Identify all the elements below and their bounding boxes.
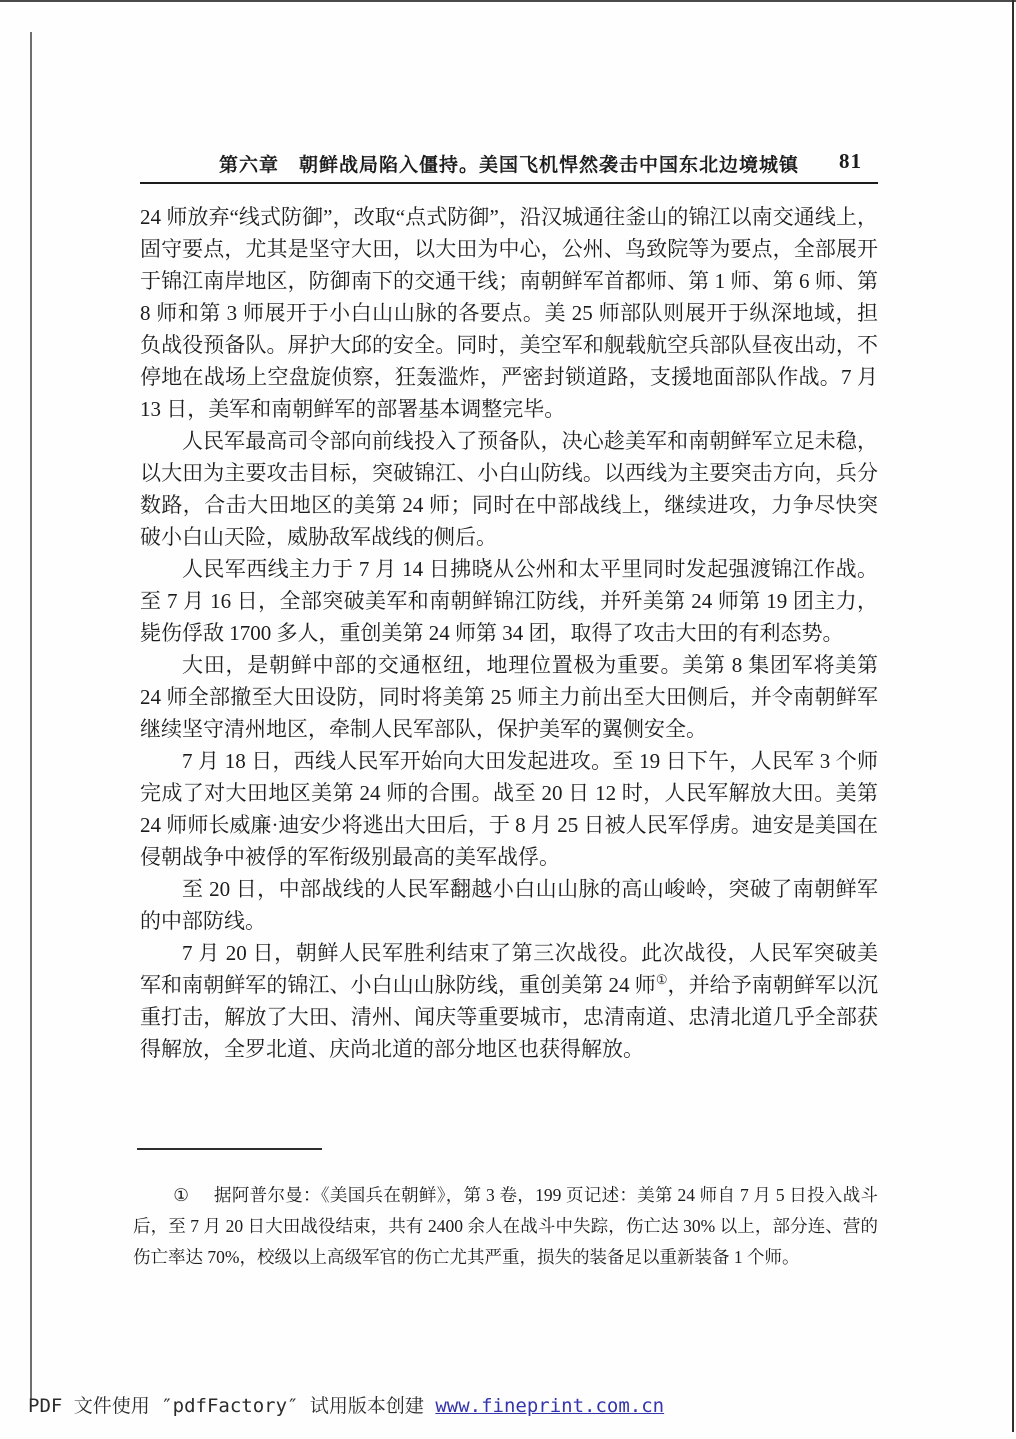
scan-border-top — [0, 0, 1016, 2]
paragraph — [140, 745, 878, 873]
paragraph — [140, 873, 878, 937]
paragraph — [140, 649, 878, 745]
footnote-separator-rule — [137, 1148, 322, 1150]
paragraph — [140, 201, 878, 425]
running-header — [140, 148, 878, 184]
footnote-content: 据阿普尔曼：《美国兵在朝鲜》，第 3 卷，199 页记述：美第 24 师自 7 月 5 日投入战斗后，至 7 月 20 日大田战役结束，共有 2400 余人在战斗中失踪，伤亡达 30% 以上，部分连、营的伤亡率达 70%，校级以上高级军官的伤亡尤其严重，损失的装备足以重新装备 1 个师。 — [133, 1185, 878, 1267]
footnote-ref: ① — [655, 972, 668, 987]
chapter-title: 第六章 朝鲜战局陷入僵持。美国飞机悍然袭击中国东北边境城镇 — [218, 155, 799, 176]
body-text — [140, 201, 878, 1065]
page-number: 81 — [839, 149, 862, 173]
paragraph-text: 7 月 18 日，西线人民军开始向大田发起进攻。至 19 日下午，人民军 3 个师完成了对大田地区美第 24 师的合围。战至 20 日 12 时，人民军解放大田。美第 24 师师长威廉·迪安少将逃出大田后，于 8 月 25 日被人民军俘虏。迪安是美国在侵朝战争中被俘的军衔级别最高的美军战俘。 — [140, 749, 878, 869]
paragraph — [140, 553, 878, 649]
pdf-factory-footer — [28, 1391, 664, 1418]
paragraph-text: 24 师放弃“线式防御”，改取“点式防御”，沿汉城通往釜山的锦江以南交通线上，固守要点，尤其是坚守大田，以大田为中心，公州、鸟致院等为要点，全部展开于锦江南岸地区，防御南下的交通干线；南朝鲜军首都师、第 1 师、第 6 师、第 8 师和第 3 师展开于小白山山脉的各要点。美 25 师部队则展开于纵深地域，担负战役预备队。屏护大邱的安全。同时，美空军和舰载航空兵部队昼夜出动，不停地在战场上空盘旋侦察，狂轰滥炸，严密封锁道路，支援地面部队作战。7 月 13 日，美军和南朝鲜军的部署基本调整完毕。 — [140, 205, 878, 421]
paragraph-text: 人民军最高司令部向前线投入了预备队，决心趁美军和南朝鲜军立足未稳，以大田为主要攻击目标，突破锦江、小白山防线。以西线为主要突击方向，兵分数路，合击大田地区的美第 24 师；同时在中部战线上，继续进攻，力争尽快突破小白山天险，威胁敌军战线的侧后。 — [140, 429, 878, 549]
footer-text: PDF 文件使用 ″pdfFactory″ 试用版本创建 — [28, 1395, 436, 1417]
footnote-marker: ① — [173, 1185, 190, 1205]
scan-border-right — [1012, 0, 1014, 1432]
footnote-text — [133, 1180, 878, 1273]
fineprint-link[interactable]: www.fineprint.com.cn — [435, 1395, 665, 1417]
paragraph — [140, 937, 878, 1065]
paragraph-text: 至 20 日，中部战线的人民军翻越小白山山脉的高山峻岭，突破了南朝鲜军的中部防线。 — [140, 877, 878, 933]
page-content — [140, 148, 878, 1065]
scan-border-left — [30, 32, 32, 1400]
paragraph-text: 大田，是朝鲜中部的交通枢纽，地理位置极为重要。美第 8 集团军将美第 24 师全部撤至大田设防，同时将美第 25 师主力前出至大田侧后，并令南朝鲜军继续坚守清州地区，牵制人民军部队，保护美军的翼侧安全。 — [140, 653, 878, 741]
paragraph-text: 7 月 20 日，朝鲜人民军胜利结束了第三次战役。此次战役，人民军突破美军和南朝鲜军的锦江、小白山山脉防线，重创美第 24 师 — [140, 941, 878, 997]
paragraph — [140, 425, 878, 553]
footnote-block — [133, 1148, 878, 1273]
paragraph-text: ，并给予南朝鲜军以沉重打击，解放了大田、清州、闻庆等重要城市，忠清南道、忠清北道几乎全部获得解放，全罗北道、庆尚北道的部分地区也获得解放。 — [140, 973, 879, 1061]
paragraph-text: 人民军西线主力于 7 月 14 日拂晓从公州和太平里同时发起强渡锦江作战。至 7 月 16 日，全部突破美军和南朝鲜锦江防线，并歼美第 24 师第 19 团主力，毙伤俘敌 1700 多人，重创美第 24 师第 34 团，取得了攻击大田的有利态势。 — [140, 557, 878, 645]
